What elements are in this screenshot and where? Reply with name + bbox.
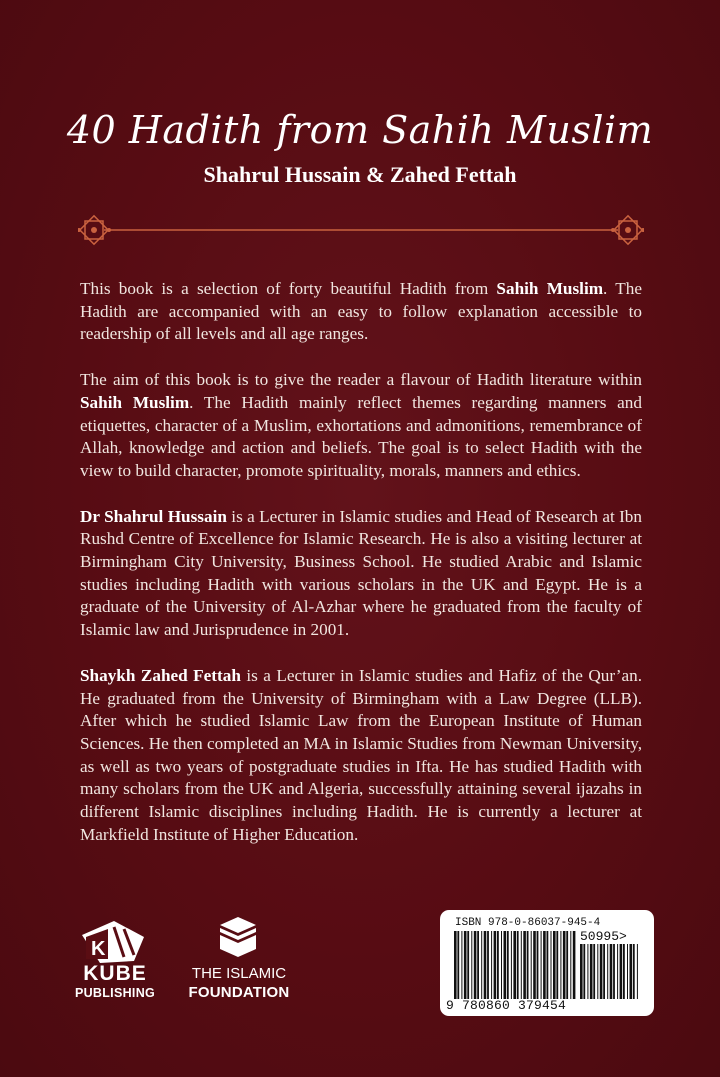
- barcode-bar: [610, 944, 613, 999]
- barcode-bar: [556, 931, 558, 999]
- barcode-bar: [583, 944, 585, 999]
- barcode-bar: [593, 944, 595, 999]
- barcode-bar: [570, 931, 571, 999]
- price-code: 50995>: [580, 929, 627, 944]
- barcode-bar: [501, 931, 502, 999]
- barcode-bar: [551, 931, 552, 999]
- barcode-bar: [461, 931, 462, 999]
- barcode-bar: [603, 944, 605, 999]
- islamic-foundation-line-2: FOUNDATION: [188, 984, 290, 1001]
- barcode-bars: [454, 931, 576, 999]
- barcode-bar: [600, 944, 603, 999]
- barcode-bar: [464, 931, 467, 999]
- barcode-addon-bars: [580, 944, 640, 999]
- barcode-bar: [531, 931, 532, 999]
- barcode-bar: [491, 931, 492, 999]
- isbn-barcode: [440, 910, 654, 1016]
- barcode-bar: [560, 931, 561, 999]
- barcode-bar: [511, 931, 512, 999]
- barcode-bar: [597, 944, 598, 999]
- barcode-bar: [573, 931, 576, 999]
- barcode-bar: [507, 931, 509, 999]
- barcode-bar: [543, 931, 546, 999]
- barcode-bar: [533, 931, 536, 999]
- barcode-bar: [481, 931, 482, 999]
- barcode-bar: [517, 931, 519, 999]
- barcode-bar: [553, 931, 556, 999]
- barcode-bar: [563, 931, 566, 999]
- barcode-bar: [617, 944, 618, 999]
- barcode-bar: [474, 931, 477, 999]
- barcode-bar: [541, 931, 542, 999]
- barcode-bar: [547, 931, 549, 999]
- barcode-bar: [521, 931, 522, 999]
- blurb-paragraph-1: This book is a selection of forty beautiful Hadith from Sahih Muslim. The Hadith are accompanied with an easy to follow explanation accessible to readership of all levels and all age ranges.: [80, 279, 642, 344]
- barcode-bar: [527, 931, 529, 999]
- barcode-bar: [471, 931, 472, 999]
- kube-publisher-sub: PUBLISHING: [74, 986, 156, 1000]
- barcode-bar: [627, 944, 628, 999]
- author-bio-1: Dr Shahrul Hussain is a Lecturer in Islamic studies and Head of Research at Ibn Rushd Centre of Excellence for Islamic Research. He is also a visiting lecturer at Birmingham City University, Business School. He studied Arabic and Islamic studies including Hadith with various scholars in the UK and Egypt. He is a graduate of the University of Al-Azhar where he graduated from the faculty of Islamic law and Jurisprudence in 2001.: [80, 506, 642, 640]
- barcode-bar: [454, 931, 457, 999]
- barcode-bar: [633, 944, 635, 999]
- islamic-foundation-line-1: THE ISLAMIC: [191, 965, 287, 982]
- author-bio-2: Shaykh Zahed Fettah is a Lecturer in Islamic studies and Hafiz of the Qur’an. He graduated from the University of Birmingham with a Law Degree (LLB). After which he studied Islamic Law from the European Institute of Human Sciences. He then completed an MA in Islamic Studies from Newman University, as well as two years of postgraduate studies in Ifta. He has studied Hadith with many scholars from the UK and Algeria, successfully attaining several ijazahs in different Islamic disciplines including Hadith. He is currently a lecturer at Markfield Institute of Higher Education.: [80, 665, 642, 844]
- blurb-paragraph-2: The aim of this book is to give the reader a flavour of Hadith literature within Sahih Muslim. The Hadith mainly reflect themes regarding manners and etiquettes, character of a Muslim, exhortations and admonitions, remembrance of Allah, knowledge and action and beliefs. The goal is to select Hadith with the view to build character, promote spirituality, morals, manners and ethics.: [80, 370, 642, 480]
- barcode-bar: [630, 944, 633, 999]
- barcode-bar: [607, 944, 608, 999]
- barcode-bar: [623, 944, 625, 999]
- barcode-bar: [494, 931, 497, 999]
- barcode-bar: [613, 944, 615, 999]
- ornamental-divider: [78, 212, 644, 248]
- isbn-text: ISBN 978-0-86037-945-4: [455, 917, 601, 929]
- barcode-bar: [587, 944, 588, 999]
- kaaba-icon: [216, 913, 260, 959]
- barcode-bar: [620, 944, 623, 999]
- book-authors: Shahrul Hussain & Zahed Fettah: [203, 162, 517, 187]
- blurb: [80, 278, 642, 869]
- barcode-bar: [467, 931, 469, 999]
- barcode-bar: [487, 931, 489, 999]
- barcode-bar: [566, 931, 568, 999]
- ean-digits: 9 780860 379454: [446, 998, 567, 1013]
- barcode-bar: [537, 931, 539, 999]
- barcode-bar: [484, 931, 487, 999]
- barcode-bar: [580, 944, 583, 999]
- barcode-bar: [513, 931, 516, 999]
- barcode-bar: [637, 944, 638, 999]
- barcode-bar: [477, 931, 479, 999]
- svg-text:K: K: [91, 938, 106, 960]
- barcode-bar: [457, 931, 459, 999]
- barcode-bar: [590, 944, 593, 999]
- barcode-bar: [504, 931, 507, 999]
- book-title: 40 Hadith from Sahih Muslim: [66, 108, 654, 152]
- barcode-bar: [497, 931, 499, 999]
- barcode-bar: [523, 931, 526, 999]
- kube-publisher-name: KUBE: [83, 962, 147, 985]
